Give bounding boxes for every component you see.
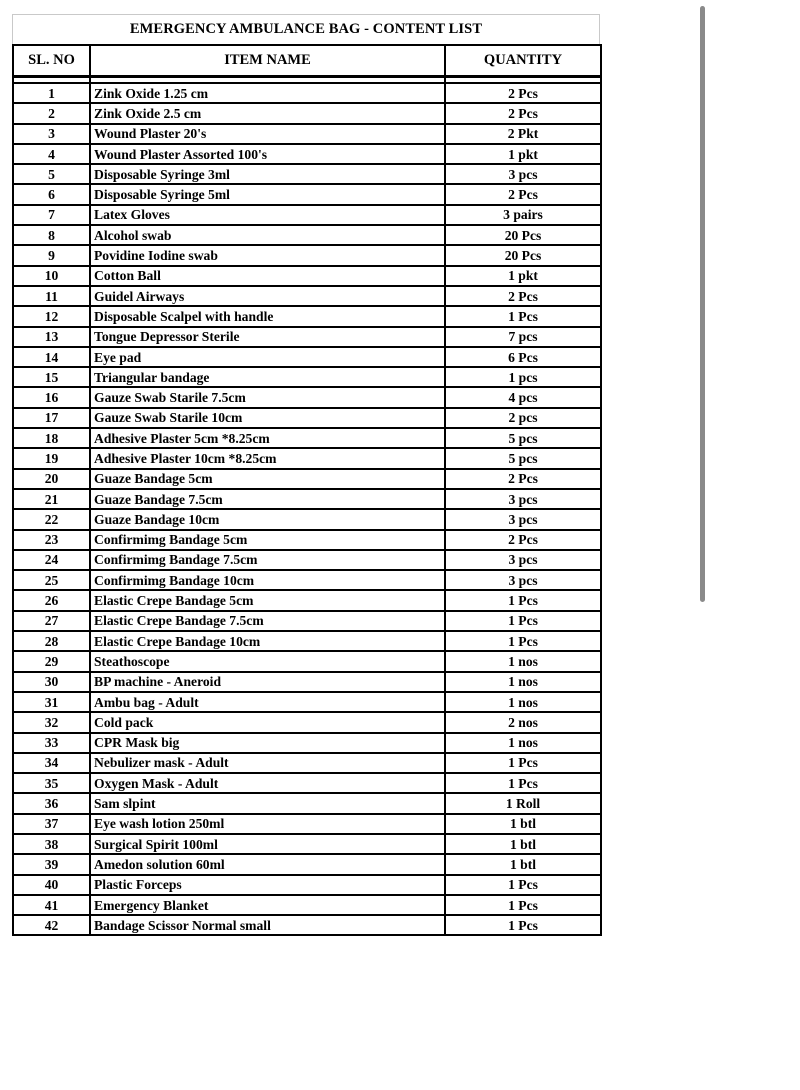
cell-sl-no: 29 bbox=[13, 651, 90, 671]
cell-quantity: 2 Pcs bbox=[445, 103, 601, 123]
cell-sl-no: 23 bbox=[13, 530, 90, 550]
table-row bbox=[13, 773, 601, 793]
cell-sl-no: 33 bbox=[13, 733, 90, 753]
cell-quantity: 2 Pcs bbox=[445, 184, 601, 204]
cell-item-name: Zink Oxide 2.5 cm bbox=[90, 103, 445, 123]
cell-sl-no: 19 bbox=[13, 448, 90, 468]
table-row bbox=[13, 875, 601, 895]
cell-item-name: Guaze Bandage 7.5cm bbox=[90, 489, 445, 509]
cell-sl-no: 30 bbox=[13, 672, 90, 692]
table-header-row bbox=[13, 45, 601, 77]
cell-sl-no: 20 bbox=[13, 469, 90, 489]
cell-sl-no: 38 bbox=[13, 834, 90, 854]
cell-item-name: Disposable Scalpel with handle bbox=[90, 306, 445, 326]
vertical-scrollbar[interactable] bbox=[700, 6, 705, 602]
cell-sl-no: 22 bbox=[13, 509, 90, 529]
table-row bbox=[13, 733, 601, 753]
cell-sl-no: 35 bbox=[13, 773, 90, 793]
cell-quantity: 3 pairs bbox=[445, 205, 601, 225]
table-row bbox=[13, 915, 601, 935]
cell-item-name: Latex Gloves bbox=[90, 205, 445, 225]
cell-item-name: Oxygen Mask - Adult bbox=[90, 773, 445, 793]
cell-quantity: 3 pcs bbox=[445, 164, 601, 184]
cell-sl-no: 39 bbox=[13, 854, 90, 874]
table-row bbox=[13, 124, 601, 144]
table-row bbox=[13, 245, 601, 265]
cell-item-name: Gauze Swab Starile 7.5cm bbox=[90, 387, 445, 407]
cell-sl-no: 3 bbox=[13, 124, 90, 144]
cell-quantity: 1 btl bbox=[445, 814, 601, 834]
table-row bbox=[13, 266, 601, 286]
table-row bbox=[13, 509, 601, 529]
cell-sl-no: 9 bbox=[13, 245, 90, 265]
header-sl-no: SL. NO bbox=[13, 45, 90, 77]
cell-item-name: Cotton Ball bbox=[90, 266, 445, 286]
cell-quantity: 1 Pcs bbox=[445, 611, 601, 631]
cell-sl-no: 32 bbox=[13, 712, 90, 732]
cell-item-name: Steathoscope bbox=[90, 651, 445, 671]
cell-sl-no: 36 bbox=[13, 793, 90, 813]
table-row bbox=[13, 347, 601, 367]
cell-item-name: Surgical Spirit 100ml bbox=[90, 834, 445, 854]
table-row bbox=[13, 164, 601, 184]
cell-quantity: 2 Pcs bbox=[445, 83, 601, 103]
cell-item-name: Confirmimg Bandage 10cm bbox=[90, 570, 445, 590]
table-row bbox=[13, 225, 601, 245]
table-row bbox=[13, 550, 601, 570]
cell-item-name: Eye wash lotion 250ml bbox=[90, 814, 445, 834]
cell-item-name: Ambu bag - Adult bbox=[90, 692, 445, 712]
header-item-name: ITEM NAME bbox=[90, 45, 445, 77]
document-title: EMERGENCY AMBULANCE BAG - CONTENT LIST bbox=[12, 14, 600, 44]
cell-sl-no: 11 bbox=[13, 286, 90, 306]
table-row bbox=[13, 144, 601, 164]
cell-sl-no: 17 bbox=[13, 408, 90, 428]
cell-sl-no: 1 bbox=[13, 83, 90, 103]
cell-quantity: 1 Pcs bbox=[445, 753, 601, 773]
cell-item-name: Disposable Syringe 5ml bbox=[90, 184, 445, 204]
table-body bbox=[13, 77, 601, 936]
cell-sl-no: 25 bbox=[13, 570, 90, 590]
cell-quantity: 1 pcs bbox=[445, 367, 601, 387]
cell-quantity: 1 btl bbox=[445, 854, 601, 874]
cell-item-name: Wound Plaster 20's bbox=[90, 124, 445, 144]
table-row bbox=[13, 712, 601, 732]
cell-item-name: Wound Plaster Assorted 100's bbox=[90, 144, 445, 164]
table-row bbox=[13, 631, 601, 651]
table-row bbox=[13, 489, 601, 509]
cell-item-name: Confirmimg Bandage 5cm bbox=[90, 530, 445, 550]
table-row bbox=[13, 753, 601, 773]
cell-item-name: Nebulizer mask - Adult bbox=[90, 753, 445, 773]
cell-item-name: Elastic Crepe Bandage 5cm bbox=[90, 590, 445, 610]
cell-item-name: Amedon solution 60ml bbox=[90, 854, 445, 874]
cell-quantity: 3 pcs bbox=[445, 570, 601, 590]
cell-item-name: Guidel Airways bbox=[90, 286, 445, 306]
table-row bbox=[13, 327, 601, 347]
table-row bbox=[13, 469, 601, 489]
cell-item-name: Plastic Forceps bbox=[90, 875, 445, 895]
table-row bbox=[13, 854, 601, 874]
table-row bbox=[13, 692, 601, 712]
cell-quantity: 3 pcs bbox=[445, 509, 601, 529]
header-quantity: QUANTITY bbox=[445, 45, 601, 77]
cell-sl-no: 5 bbox=[13, 164, 90, 184]
cell-quantity: 3 pcs bbox=[445, 550, 601, 570]
cell-quantity: 2 Pcs bbox=[445, 469, 601, 489]
table-row bbox=[13, 895, 601, 915]
cell-quantity: 2 pcs bbox=[445, 408, 601, 428]
table-row bbox=[13, 570, 601, 590]
table-row bbox=[13, 590, 601, 610]
cell-quantity: 1 pkt bbox=[445, 144, 601, 164]
cell-sl-no: 24 bbox=[13, 550, 90, 570]
cell-item-name: Emergency Blanket bbox=[90, 895, 445, 915]
table-row bbox=[13, 651, 601, 671]
cell-sl-no: 21 bbox=[13, 489, 90, 509]
cell-sl-no: 34 bbox=[13, 753, 90, 773]
cell-sl-no: 8 bbox=[13, 225, 90, 245]
table-row bbox=[13, 103, 601, 123]
cell-quantity: 1 btl bbox=[445, 834, 601, 854]
cell-item-name: Alcohol swab bbox=[90, 225, 445, 245]
cell-item-name: Gauze Swab Starile 10cm bbox=[90, 408, 445, 428]
cell-sl-no: 27 bbox=[13, 611, 90, 631]
cell-quantity: 1 pkt bbox=[445, 266, 601, 286]
cell-quantity: 2 Pkt bbox=[445, 124, 601, 144]
cell-sl-no: 41 bbox=[13, 895, 90, 915]
cell-sl-no: 7 bbox=[13, 205, 90, 225]
cell-sl-no: 12 bbox=[13, 306, 90, 326]
cell-quantity: 1 Pcs bbox=[445, 306, 601, 326]
table-row bbox=[13, 367, 601, 387]
table-row bbox=[13, 205, 601, 225]
table-row bbox=[13, 530, 601, 550]
cell-sl-no: 26 bbox=[13, 590, 90, 610]
cell-sl-no: 37 bbox=[13, 814, 90, 834]
cell-quantity: 2 Pcs bbox=[445, 286, 601, 306]
cell-quantity: 2 nos bbox=[445, 712, 601, 732]
cell-sl-no: 13 bbox=[13, 327, 90, 347]
content-list-sheet bbox=[12, 14, 600, 936]
cell-quantity: 6 Pcs bbox=[445, 347, 601, 367]
cell-item-name: CPR Mask big bbox=[90, 733, 445, 753]
table-row bbox=[13, 83, 601, 103]
cell-quantity: 1 nos bbox=[445, 651, 601, 671]
content-table bbox=[12, 44, 602, 936]
cell-item-name: Povidine Iodine swab bbox=[90, 245, 445, 265]
cell-quantity: 1 Pcs bbox=[445, 773, 601, 793]
cell-sl-no: 15 bbox=[13, 367, 90, 387]
table-row bbox=[13, 814, 601, 834]
table-row bbox=[13, 306, 601, 326]
table-row bbox=[13, 448, 601, 468]
cell-quantity: 1 Pcs bbox=[445, 915, 601, 935]
cell-item-name: Confirmimg Bandage 7.5cm bbox=[90, 550, 445, 570]
cell-item-name: Adhesive Plaster 10cm *8.25cm bbox=[90, 448, 445, 468]
cell-quantity: 5 pcs bbox=[445, 428, 601, 448]
table-row bbox=[13, 793, 601, 813]
cell-item-name: Bandage Scissor Normal small bbox=[90, 915, 445, 935]
cell-sl-no: 14 bbox=[13, 347, 90, 367]
table-row bbox=[13, 184, 601, 204]
cell-quantity: 1 nos bbox=[445, 672, 601, 692]
cell-quantity: 20 Pcs bbox=[445, 225, 601, 245]
cell-quantity: 1 nos bbox=[445, 733, 601, 753]
cell-item-name: Eye pad bbox=[90, 347, 445, 367]
cell-item-name: Sam slpint bbox=[90, 793, 445, 813]
cell-item-name: Adhesive Plaster 5cm *8.25cm bbox=[90, 428, 445, 448]
table-row bbox=[13, 428, 601, 448]
cell-quantity: 1 Roll bbox=[445, 793, 601, 813]
cell-sl-no: 18 bbox=[13, 428, 90, 448]
cell-quantity: 5 pcs bbox=[445, 448, 601, 468]
cell-quantity: 1 Pcs bbox=[445, 895, 601, 915]
cell-sl-no: 31 bbox=[13, 692, 90, 712]
cell-sl-no: 6 bbox=[13, 184, 90, 204]
cell-sl-no: 28 bbox=[13, 631, 90, 651]
cell-sl-no: 16 bbox=[13, 387, 90, 407]
cell-quantity: 7 pcs bbox=[445, 327, 601, 347]
table-row bbox=[13, 286, 601, 306]
cell-item-name: Elastic Crepe Bandage 10cm bbox=[90, 631, 445, 651]
cell-item-name: Zink Oxide 1.25 cm bbox=[90, 83, 445, 103]
table-row bbox=[13, 408, 601, 428]
cell-sl-no: 42 bbox=[13, 915, 90, 935]
cell-quantity: 1 nos bbox=[445, 692, 601, 712]
cell-quantity: 1 Pcs bbox=[445, 590, 601, 610]
cell-item-name: Disposable Syringe 3ml bbox=[90, 164, 445, 184]
cell-sl-no: 4 bbox=[13, 144, 90, 164]
table-row bbox=[13, 672, 601, 692]
table-row bbox=[13, 611, 601, 631]
cell-item-name: BP machine - Aneroid bbox=[90, 672, 445, 692]
cell-quantity: 4 pcs bbox=[445, 387, 601, 407]
cell-item-name: Cold pack bbox=[90, 712, 445, 732]
cell-sl-no: 10 bbox=[13, 266, 90, 286]
cell-item-name: Tongue Depressor Sterile bbox=[90, 327, 445, 347]
cell-item-name: Guaze Bandage 10cm bbox=[90, 509, 445, 529]
cell-quantity: 20 Pcs bbox=[445, 245, 601, 265]
cell-item-name: Triangular bandage bbox=[90, 367, 445, 387]
cell-quantity: 1 Pcs bbox=[445, 875, 601, 895]
cell-quantity: 1 Pcs bbox=[445, 631, 601, 651]
cell-quantity: 2 Pcs bbox=[445, 530, 601, 550]
table-row bbox=[13, 834, 601, 854]
cell-sl-no: 40 bbox=[13, 875, 90, 895]
cell-item-name: Elastic Crepe Bandage 7.5cm bbox=[90, 611, 445, 631]
cell-item-name: Guaze Bandage 5cm bbox=[90, 469, 445, 489]
cell-sl-no: 2 bbox=[13, 103, 90, 123]
cell-quantity: 3 pcs bbox=[445, 489, 601, 509]
table-row bbox=[13, 387, 601, 407]
